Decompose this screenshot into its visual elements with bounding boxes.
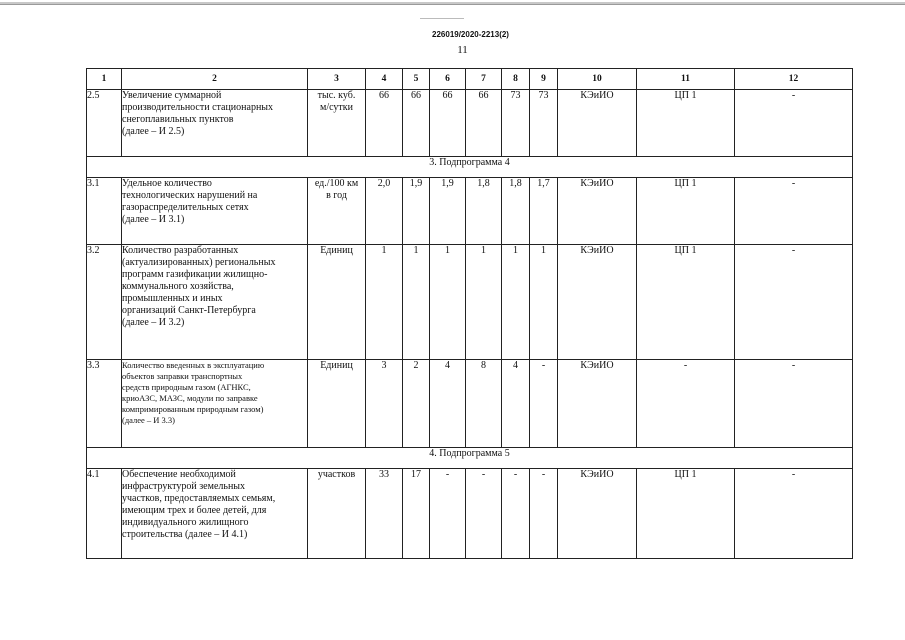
indicator-table — [86, 68, 853, 559]
unit-cell: ед./100 км в год — [308, 178, 366, 245]
value-cell: 1,8 — [502, 178, 530, 245]
value-cell: 73 — [502, 90, 530, 157]
value-cell: 66 — [430, 90, 466, 157]
value-cell: 1 — [466, 245, 502, 360]
value-cell: 1,9 — [430, 178, 466, 245]
row-number: 2.5 — [87, 90, 122, 157]
page-number: 11 — [457, 44, 468, 56]
note-cell: - — [735, 90, 853, 157]
header-cell: 4 — [366, 69, 403, 90]
table-row — [87, 178, 853, 245]
executor-cell: КЭиИО — [558, 90, 637, 157]
value-cell: 66 — [366, 90, 403, 157]
indicator-name: Обеспечение необходимой инфраструктурой земельных участков, предоставляемых семьям, имеющим трех и более детей, для индивидуального жилищного строительства (далее – И 4.1) — [122, 469, 308, 559]
section-title: 3. Подпрограмма 4 — [87, 157, 853, 178]
value-cell: 2 — [403, 360, 430, 448]
indicator-name: Удельное количество технологических нарушений на газораспределительных сетях (далее – И 3.1) — [122, 178, 308, 245]
value-cell: 1,7 — [530, 178, 558, 245]
indicator-name: Увеличение суммарной производительности стационарных снегоплавильных пунктов (далее – И 2.5) — [122, 90, 308, 157]
header-cell: 8 — [502, 69, 530, 90]
executor-cell: КЭиИО — [558, 245, 637, 360]
header-cell: 7 — [466, 69, 502, 90]
value-cell: 1,9 — [403, 178, 430, 245]
scan-mark — [420, 18, 464, 19]
row-number: 3.3 — [87, 360, 122, 448]
header-cell: 9 — [530, 69, 558, 90]
value-cell: 1 — [403, 245, 430, 360]
program-cell: ЦП 1 — [637, 469, 735, 559]
value-cell: 1,8 — [466, 178, 502, 245]
program-cell: ЦП 1 — [637, 178, 735, 245]
executor-cell: КЭиИО — [558, 360, 637, 448]
header-cell: 3 — [308, 69, 366, 90]
document-code: 226019/2020-2213(2) — [432, 30, 509, 39]
value-cell: 66 — [466, 90, 502, 157]
executor-cell: КЭиИО — [558, 469, 637, 559]
value-cell: - — [530, 469, 558, 559]
value-cell: 4 — [502, 360, 530, 448]
program-cell: ЦП 1 — [637, 245, 735, 360]
unit-cell: Единиц — [308, 360, 366, 448]
section-row — [87, 157, 853, 178]
row-number: 3.1 — [87, 178, 122, 245]
value-cell: 2,0 — [366, 178, 403, 245]
header-row — [87, 69, 853, 90]
indicator-name: Количество разработанных (актуализированных) региональных программ газификации жилищно- коммунального хозяйства, промышленных и иных организаций Санкт-Петербурга (далее – И 3.2) — [122, 245, 308, 360]
note-cell: - — [735, 469, 853, 559]
header-cell: 2 — [122, 69, 308, 90]
value-cell: 66 — [403, 90, 430, 157]
program-cell: ЦП 1 — [637, 90, 735, 157]
header-cell: 6 — [430, 69, 466, 90]
section-row — [87, 448, 853, 469]
header-cell: 5 — [403, 69, 430, 90]
header-cell: 10 — [558, 69, 637, 90]
unit-cell: участков — [308, 469, 366, 559]
unit-cell: тыс. куб. м/сутки — [308, 90, 366, 157]
section-title: 4. Подпрограмма 5 — [87, 448, 853, 469]
note-cell: - — [735, 360, 853, 448]
value-cell: 1 — [530, 245, 558, 360]
value-cell: 1 — [366, 245, 403, 360]
table-row — [87, 360, 853, 448]
scan-top-line-dark — [0, 4, 905, 5]
value-cell: - — [502, 469, 530, 559]
unit-cell: Единиц — [308, 245, 366, 360]
value-cell: - — [430, 469, 466, 559]
value-cell: 4 — [430, 360, 466, 448]
value-cell: - — [466, 469, 502, 559]
indicator-name: Количество введенных в эксплуатацию объектов заправки транспортных средств природным газом (АГНКС, криоАЗС, МАЗС, модули по заправке компримированным природным газом) (далее – И 3.3) — [122, 360, 308, 448]
value-cell: 33 — [366, 469, 403, 559]
note-cell: - — [735, 178, 853, 245]
value-cell: 1 — [502, 245, 530, 360]
header-cell: 12 — [735, 69, 853, 90]
note-cell: - — [735, 245, 853, 360]
table-row — [87, 90, 853, 157]
value-cell: - — [530, 360, 558, 448]
value-cell: 1 — [430, 245, 466, 360]
row-number: 3.2 — [87, 245, 122, 360]
table-row — [87, 469, 853, 559]
row-number: 4.1 — [87, 469, 122, 559]
value-cell: 3 — [366, 360, 403, 448]
header-cell: 11 — [637, 69, 735, 90]
program-cell: - — [637, 360, 735, 448]
value-cell: 73 — [530, 90, 558, 157]
table-row — [87, 245, 853, 360]
header-cell: 1 — [87, 69, 122, 90]
value-cell: 8 — [466, 360, 502, 448]
executor-cell: КЭиИО — [558, 178, 637, 245]
value-cell: 17 — [403, 469, 430, 559]
